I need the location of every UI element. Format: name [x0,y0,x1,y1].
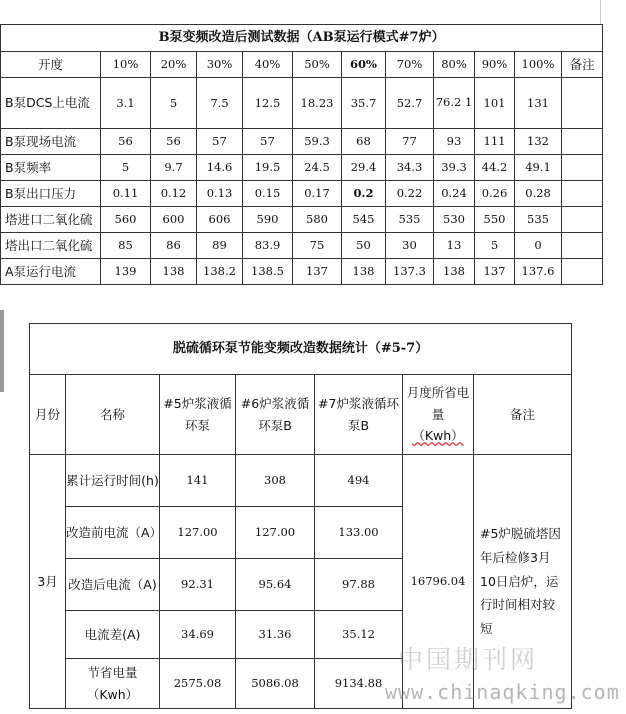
data-cell: 44.2 [475,155,515,181]
data-cell: 9134.88 [315,659,403,709]
data-cell: 0.17 [293,181,342,207]
data-cell: 35.12 [315,611,403,659]
row-label: A泵运行电流 [1,259,101,285]
data-cell: 0.22 [386,181,434,207]
data-cell: 5 [101,155,151,181]
month-header: 月份 [30,375,66,455]
data-cell: 97.88 [315,559,403,611]
unit6-header: #6炉浆液循环泵B [236,375,315,455]
row-label: B泵DCS上电流 [1,78,101,129]
table-row [1,207,603,233]
data-cell: 7.5 [197,78,243,129]
data-cell: 137.6 [515,259,562,285]
data-cell: 138 [434,259,475,285]
data-cell: 56 [151,129,197,155]
data-cell: 14.6 [197,155,243,181]
data-cell: 83.9 [243,233,293,259]
data-cell: 137.3 [386,259,434,285]
watermark-cn: 中国期刊网 [398,645,539,674]
data-cell: 138.5 [243,259,293,285]
data-cell: 606 [197,207,243,233]
data-cell: 0 [515,233,562,259]
data-cell: 3.1 [101,78,151,129]
data-cell: 5 [151,78,197,129]
data-cell: 24.5 [293,155,342,181]
data-cell: 535 [386,207,434,233]
header-cell: 90% [475,52,515,78]
data-cell: 57 [243,129,293,155]
header-cell: 50% [293,52,342,78]
name-header: 名称 [66,375,160,455]
left-gutter-marker [0,310,4,392]
data-cell: 19.5 [243,155,293,181]
data-cell: 86 [151,233,197,259]
table1-header-row [1,52,603,78]
data-cell: 57 [197,129,243,155]
data-cell: 0.26 [475,181,515,207]
data-cell: 138 [342,259,386,285]
table-row [1,233,603,259]
table-row [1,129,603,155]
data-cell: 13 [434,233,475,259]
data-cell: 2575.08 [160,659,236,709]
data-cell: 68 [342,129,386,155]
data-cell: 77 [386,129,434,155]
row-label: 电流差(A) [66,611,160,659]
monthly-saving-label: 月度所省电量 [406,384,470,422]
row-label: B泵现场电流 [1,129,101,155]
row-label: 塔出口二氧化硫 [1,233,101,259]
monthly-saving-unit: （Kwh） [412,428,464,444]
pump-test-table [0,24,603,285]
data-cell: 0.11 [101,181,151,207]
table-row [30,455,572,507]
row-label: B泵出口压力 [1,181,101,207]
data-cell: 137 [475,259,515,285]
data-cell: 530 [434,207,475,233]
unit5-header: #5炉浆液循环泵 [160,375,236,455]
data-cell: 76.2 1 [434,78,475,129]
data-cell: 31.36 [236,611,315,659]
data-cell: 580 [293,207,342,233]
unit7-header: #7炉浆液循环泵B [315,375,403,455]
data-cell: 132 [515,129,562,155]
data-cell: 34.3 [386,155,434,181]
data-cell: 30 [386,233,434,259]
row-label: 节省电量（Kwh） [66,659,160,709]
header-cell: 80% [434,52,475,78]
data-cell: 139 [101,259,151,285]
header-cell: 备注 [562,52,603,78]
data-cell: 9.7 [151,155,197,181]
data-cell: 308 [236,455,315,507]
table2-title: 脱硫循环泵节能变频改造数据统计（#5-7） [30,324,572,375]
data-cell: 600 [151,207,197,233]
data-cell [562,129,603,155]
data-cell [562,155,603,181]
header-cell: 40% [243,52,293,78]
watermark-url: www.chinaqking.com [385,680,620,704]
monthly-saving-value: 16796.04 [403,455,474,709]
data-cell [562,78,603,129]
data-cell: 535 [515,207,562,233]
data-cell: 101 [475,78,515,129]
data-cell: 0.15 [243,181,293,207]
data-cell: 89 [197,233,243,259]
header-cell: 10% [101,52,151,78]
remark-note: #5炉脱硫塔因年后检修3月10日启炉，运行时间相对较短 [474,455,572,709]
table-row [1,78,603,129]
table-row [1,181,603,207]
data-cell: 5 [475,233,515,259]
header-cell: 60% [342,52,386,78]
page-edge-line [600,0,601,24]
data-cell: 75 [293,233,342,259]
row-label: 改造前电流（A） [66,507,160,559]
data-cell: 137 [293,259,342,285]
data-cell: 0.13 [197,181,243,207]
data-cell: 550 [475,207,515,233]
data-cell: 12.5 [243,78,293,129]
table1-title: B泵变频改造后测试数据（AB泵运行模式#7炉） [1,25,603,52]
data-cell: 93 [434,129,475,155]
data-cell: 92.31 [160,559,236,611]
data-cell [562,207,603,233]
data-cell: 59.3 [293,129,342,155]
data-cell: 131 [515,78,562,129]
data-cell: 49.1 [515,155,562,181]
data-cell: 52.7 [386,78,434,129]
row-label: 塔进口二氧化硫 [1,207,101,233]
data-cell [562,233,603,259]
data-cell: 0.28 [515,181,562,207]
data-cell: 133.00 [315,507,403,559]
data-cell: 141 [160,455,236,507]
data-cell [562,259,603,285]
data-cell: 18.23 [293,78,342,129]
data-cell: 127.00 [236,507,315,559]
data-cell: 34.69 [160,611,236,659]
header-cell: 开度 [1,52,101,78]
data-cell: 39.3 [434,155,475,181]
data-cell: 95.64 [236,559,315,611]
table-row [1,155,603,181]
header-cell: 70% [386,52,434,78]
data-cell [562,181,603,207]
data-cell: 138.2 [197,259,243,285]
data-cell: 545 [342,207,386,233]
data-cell: 5086.08 [236,659,315,709]
data-cell: 0.24 [434,181,475,207]
table2-header-row [30,375,572,455]
header-cell: 30% [197,52,243,78]
table-row [1,259,603,285]
data-cell: 29.4 [342,155,386,181]
row-label: 累计运行时间(h) [66,455,160,507]
monthly-saving-header [403,375,474,455]
data-cell: 56 [101,129,151,155]
data-cell: 138 [151,259,197,285]
data-cell: 85 [101,233,151,259]
data-cell: 111 [475,129,515,155]
data-cell: 127.00 [160,507,236,559]
data-cell: 0.2 [342,181,386,207]
data-cell: 35.7 [342,78,386,129]
data-cell: 560 [101,207,151,233]
remark-header: 备注 [474,375,572,455]
row-label: B泵频率 [1,155,101,181]
data-cell: 0.12 [151,181,197,207]
data-cell: 50 [342,233,386,259]
data-cell: 590 [243,207,293,233]
row-label: 改造后电流（A) [66,559,160,611]
month-cell: 3月 [30,455,66,709]
header-cell: 20% [151,52,197,78]
header-cell: 100% [515,52,562,78]
data-cell: 494 [315,455,403,507]
